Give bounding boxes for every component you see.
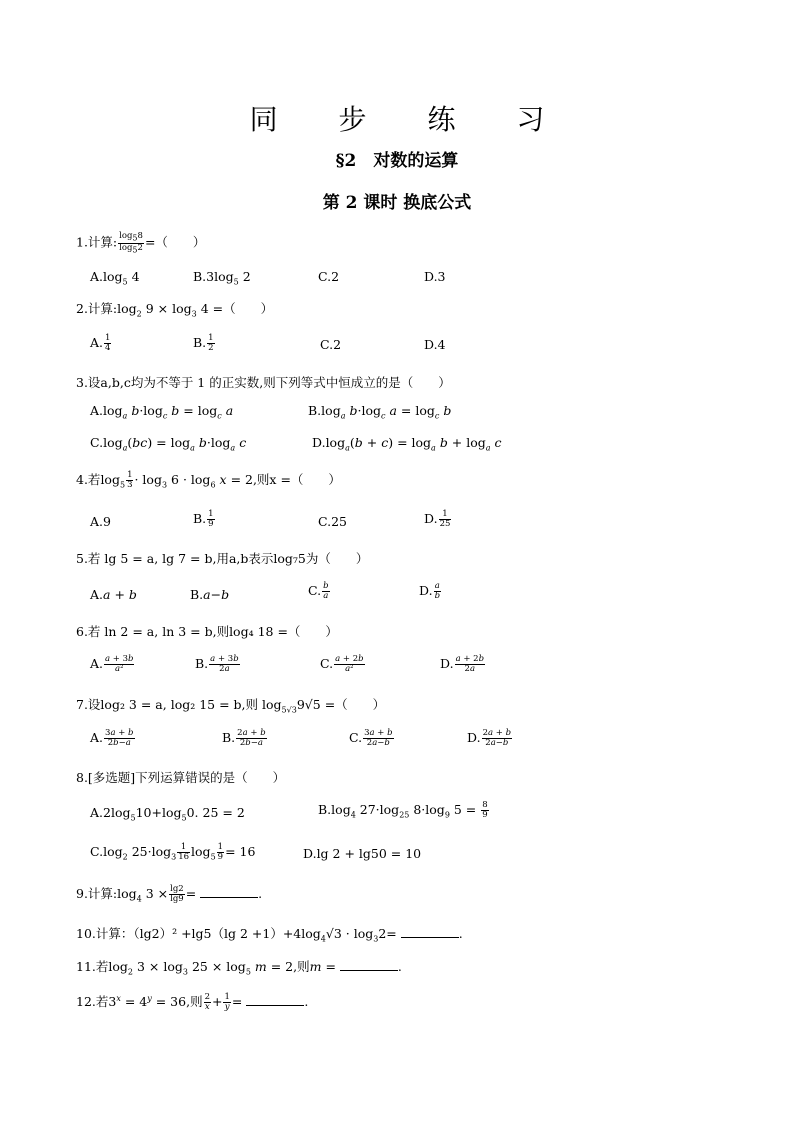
q8-option-b: $B.\log_4$ $27\cdot\log_{25}$ $8\cdot\log_9$ 5 = $\frac{8}{9}$ [318,800,488,820]
q2-option-b: B. $\frac{1}{2}$ [193,333,214,353]
question-4: 4.若$\log_5$ $\frac{1}{3}$ · $\log_3 6 \cdot \log_6 x = 2$,则x =（ ） [76,470,341,490]
question-12: 12.若$3^x = 4^y = 36$,则 $\frac{2}{x}$ + $\frac{1}{y}$ = . [76,992,309,1012]
question-3: 3.设a,b,c均为不等于 1 的正实数,则下列等式中恒成立的是（ ） [76,375,451,390]
q4-option-b: B. $\frac{1}{9}$ [193,509,214,529]
page-title: 同 步 练 习 [249,103,571,136]
fraction: $\frac{\log_58}{\log_52}$ [119,231,143,255]
question-1: 1.计算: $\frac{\log_58}{\log_52}$ =（ ） [76,231,206,255]
q2-option-c: C.2 [320,337,342,352]
q4-option-c: C.25 [318,514,347,529]
question-5: 5.若 lg 5 = a, lg 7 = b,用a,b表示log₇5为（ ） [76,551,369,566]
q4-option-d: D. $\frac{1}{25}$ [424,509,451,529]
q2-option-d: D.4 [424,337,446,352]
q7-option-d: D. $\frac{2a + b}{2a-b}$ [467,728,512,748]
q1-option-b: $B.3\log_5$ 2 [193,269,251,287]
question-8: 8.[多选题]下列运算错误的是（ ） [76,770,286,785]
q3-option-d: $D.\log_a(b + c) = \log_a b + \log_a c$ [312,435,502,453]
q7-option-b: B. $\frac{2a + b}{2b-a}$ [222,728,266,748]
q3-option-b: $B.\log_a$ $b\cdot\log_c$ $a = \log_c b$ [308,403,452,421]
q6-option-a: A. $\frac{a + 3b}{\text{a²}}$ [90,654,134,674]
q5-option-d: D. $\frac{a}{b}$ [419,581,441,601]
q7-option-c: C. $\frac{3a + b}{2a-b}$ [349,728,393,748]
q6-option-d: D. $\frac{a + 2b}{2a}$ [440,654,485,674]
question-6: 6.若 ln 2 = a, ln 3 = b,则log₄ 18 =（ ） [76,624,338,639]
section-heading: §2 对数的运算 [335,151,459,171]
question-10: 10.计算：（lg2）² +lg5（lg $2 +1)+4\log_4√3 \cdot \log_32=$ . [76,926,463,944]
question-2: 2.计算$:\log_2$ $9 \times \log_3 4$ =（ ） [76,301,274,319]
q3-option-a: $A.\log_a$ $b\cdot\log_c$ $b = \log_c a$ [90,403,234,421]
answer-blank[interactable] [401,927,459,938]
q1-option-d: D.3 [424,269,446,284]
q8-option-a: $A.2\log_510+\log_50$. 25 = 2 [90,805,245,823]
lesson-heading: 第 2 课时 换底公式 [322,193,472,213]
question-9: 9.计算$:\log_4$ 3 × $\frac{\lg 2}{\lg 9}$ = . [76,884,263,904]
q1-option-c: C.2 [318,269,340,284]
question-7: 7.设log₂ 3 = a, log₂ 15 = b,则 $\log_{5√3}9√5$ =（ ） [76,697,386,715]
q7-option-a: A. $\frac{3a + b}{2b-a}$ [90,728,134,748]
q1-option-a: $A.\log_5$ 4 [90,269,140,287]
q8-option-c: $C.\log_2$ $25\cdot\log_3$ $\frac{1}{16}$ $\log_5$ $\frac{1}{9}$ = 16 [90,842,256,862]
answer-blank[interactable] [246,995,304,1006]
q6-option-c: C. $\frac{a + 2b}{\text{a²}}$ [320,654,364,674]
q5-option-a: A.a + b [90,587,137,602]
q8-option-d: D.lg 2 + lg50 = 10 [303,846,422,861]
q2-option-a: A. $\frac{1}{4}$ [90,333,111,353]
q5-option-c: C. $\frac{b}{a}$ [308,581,329,601]
answer-blank[interactable] [200,887,258,898]
q6-option-b: B. $\frac{a + 3b}{2a}$ [195,654,239,674]
answer-blank[interactable] [340,960,398,971]
question-11: 11.若$\log_2 3 \times \log_3 25 \times \log_5 m = 2$,则m = . [76,959,402,977]
q3-option-c: $C.\log_a(bc) = \log_a b\cdot\log_a$ c [90,435,247,453]
q4-option-a: A.9 [90,514,111,529]
q5-option-b: B.a−b [190,587,230,602]
